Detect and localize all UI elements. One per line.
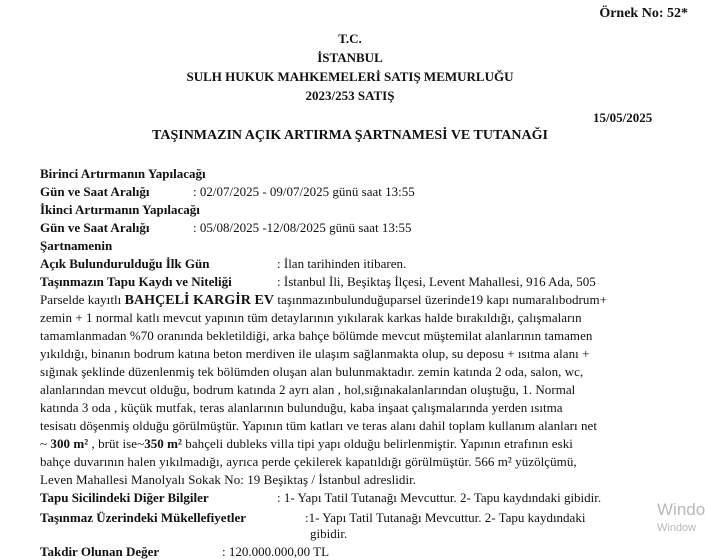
- activation-watermark-sub: Window: [657, 522, 697, 534]
- first-auction-heading: Birinci Artırmanın Yapılacağı: [40, 166, 206, 181]
- description-line: tesisatı döşenmiş olduğu görülmüştür. Yapının tüm katları ve teras alanı dahil toplam kullanım alanları net: [40, 418, 598, 433]
- description-prefix: Parselde kayıtlı: [40, 292, 125, 307]
- tc-heading: T.C.: [338, 31, 362, 46]
- net-area: 300 m²: [50, 436, 89, 451]
- second-auction-date-label: Gün ve Saat Aralığı: [40, 220, 150, 235]
- office-heading: SULH HUKUK MAHKEMELERİ SATIŞ MEMURLUĞU: [186, 69, 514, 84]
- description-line: yıkıldığı, binanın bodrum katına beton merdiven ile ulaşım sağlanmakta olup, su deposu + ısıtma alanı +: [40, 346, 590, 361]
- first-auction-date-label: Gün ve Saat Aralığı: [40, 184, 150, 199]
- open-day-value: : İlan tarihinden itibaren.: [277, 256, 407, 271]
- second-auction-date-value: : 05/08/2025 -12/08/2025 günü saat 13:55: [193, 220, 412, 235]
- obligations-value-cont: gibidir.: [310, 526, 348, 541]
- activation-watermark: Windo: [657, 500, 705, 519]
- gross-area: 350 m²: [144, 436, 182, 451]
- second-auction-heading: İkinci Artırmanın Yapılacağı: [40, 202, 200, 217]
- document-title: TAŞINMAZIN AÇIK ARTIRMA ŞARTNAMESİ VE TUTANAĞI: [152, 128, 548, 143]
- area-mid: , brüt ise~: [88, 436, 145, 451]
- description-line: sığınak şeklinde düzenlenmiş tek bölümden oluşan alan bulunmaktadır. zemin katında 2 oda, salon, wc,: [40, 364, 584, 379]
- sample-number: Örnek No: 52*: [599, 6, 688, 21]
- description-line: katında 3 oda , küçük mutfak, teras alanlarının bulunduğu, kaba inşaat çalışmalarında yerden ısıtma: [40, 400, 563, 415]
- first-auction-date-value: : 02/07/2025 - 09/07/2025 günü saat 13:55: [193, 184, 415, 199]
- open-day-label: Açık Bulundurulduğu İlk Gün: [40, 256, 210, 271]
- appraised-value: : 120.000.000,00 TL: [222, 544, 330, 559]
- description-line: [40, 292, 660, 309]
- property-type: BAHÇELİ KARGİR EV: [124, 293, 275, 308]
- description-line: alanlarından mevcut olduğu, bodrum katında 2 ayrı alan , hol,sığınakalanlarından oluştuğu, 1. Normal: [40, 382, 576, 397]
- tapu-first-line: : İstanbul İli, Beşiktaş İlçesi, Levent Mahallesi, 916 Ada, 505: [277, 274, 596, 289]
- description-line: tamamlanmadan %70 oranında bekletildiği, arka bahçe bölümde mevcut müştemilat alanlarının tamamen: [40, 328, 593, 343]
- description-line: zemin + 1 normal katlı mevcut yapının tüm detaylarının yıkılarak karkas halde bırakıldığı, çalışmaların: [40, 310, 582, 325]
- case-number: 2023/253 SATIŞ: [305, 88, 395, 103]
- area-prefix: ~: [40, 436, 51, 451]
- description-line: [40, 436, 660, 452]
- description-suffix: taşınmazınbulunduğuparsel üzerinde19 kapı numaralıbodrum+: [274, 292, 608, 307]
- obligations-value: :1- Yapı Tatil Tutanağı Mevcuttur. 2- Tapu kaydındaki: [305, 510, 586, 525]
- document-date: 15/05/2025: [593, 110, 653, 125]
- specification-heading: Şartnamenin: [40, 238, 113, 253]
- description-line: Leven Mahallesi Manolyalı Sokak No: 19 Beşiktaş / İstanbul adreslidir.: [40, 472, 417, 487]
- city-heading: İSTANBUL: [317, 50, 383, 65]
- registry-info-label: Tapu Sicilindeki Diğer Bilgiler: [40, 490, 209, 505]
- obligations-label: Taşınmaz Üzerindeki Mükellefiyetler: [40, 510, 247, 525]
- tapu-label: Taşınmazın Tapu Kaydı ve Niteliği: [40, 274, 232, 289]
- appraised-value-label: Takdir Olunan Değer: [40, 544, 160, 559]
- area-suffix: bahçeli dubleks villa tipi yapı olduğu belirlenmiştir. Yapının etrafının eski: [181, 436, 573, 451]
- description-line: bahçe duvarının halen yıkılmadığı, ayrıca perde çekilerek kapatıldığı görülmüştür. 566 m² yüzölçümü,: [40, 454, 577, 469]
- registry-info-value: : 1- Yapı Tatil Tutanağı Mevcuttur. 2- Tapu kaydındaki gibidir.: [277, 490, 602, 505]
